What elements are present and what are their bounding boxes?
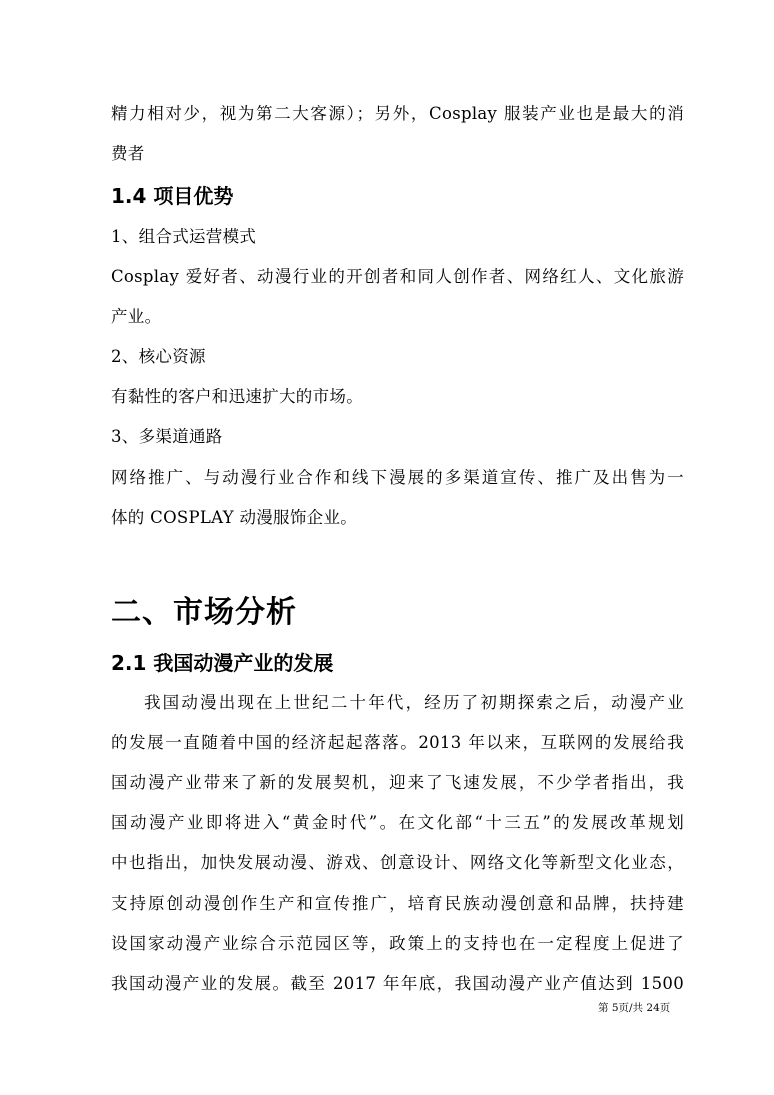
advantage-text-line: 产业。: [111, 307, 162, 326]
paragraph-line: 我国动漫出现在上世纪二十年代，经历了初期探索之后，动漫产业: [144, 693, 684, 712]
advantage-title: 1、组合式运营模式: [111, 227, 257, 246]
section-heading-2-1: 2.1 我国动漫产业的发展: [111, 651, 334, 675]
page-number: 第 5页/共 24页: [598, 1002, 671, 1014]
paragraph-line: 支持原创动漫创作生产和宣传推广，培育民族动漫创意和品牌，扶持建: [111, 894, 684, 913]
advantage-text-line: 网络推广、与动漫行业合作和线下漫展的多渠道宣传、推广及出售为一: [111, 468, 684, 487]
advantage-title: 2、核心资源: [111, 347, 206, 366]
advantage-text-line: 有黏性的客户和迅速扩大的市场。: [111, 387, 363, 406]
paragraph-line: 国动漫产业即将进入“黄金时代”。在文化部“十三五”的发展改革规划: [111, 813, 684, 832]
advantage-text-line: Cosplay 爱好者、动漫行业的开创者和同人创作者、网络红人、文化旅游: [111, 267, 684, 286]
paragraph-line: 的发展一直随着中国的经济起起落落。2013 年以来，互联网的发展给我: [111, 733, 684, 752]
chapter-heading: 二、市场分析: [111, 595, 297, 630]
paragraph-line: 中也指出，加快发展动漫、游戏、创意设计、网络文化等新型文化业态，: [111, 853, 684, 872]
paragraph-line: 我国动漫产业的发展。截至 2017 年年底，我国动漫产业产值达到 1500: [111, 974, 684, 993]
advantage-text-line: 体的 COSPLAY 动漫服饰企业。: [111, 508, 358, 527]
advantage-title: 3、多渠道通路: [111, 427, 223, 446]
paragraph-line: 设国家动漫产业综合示范园区等，政策上的支持也在一定程度上促进了: [111, 934, 684, 953]
section-heading-1-4: 1.4 项目优势: [111, 184, 234, 208]
paragraph-line: 国动漫产业带来了新的发展契机，迎来了飞速发展，不少学者指出，我: [111, 773, 684, 792]
intro-line: 精力相对少，视为第二大客源）；另外，Cosplay 服装产业也是最大的消: [111, 104, 684, 123]
intro-line: 费者: [111, 144, 145, 163]
